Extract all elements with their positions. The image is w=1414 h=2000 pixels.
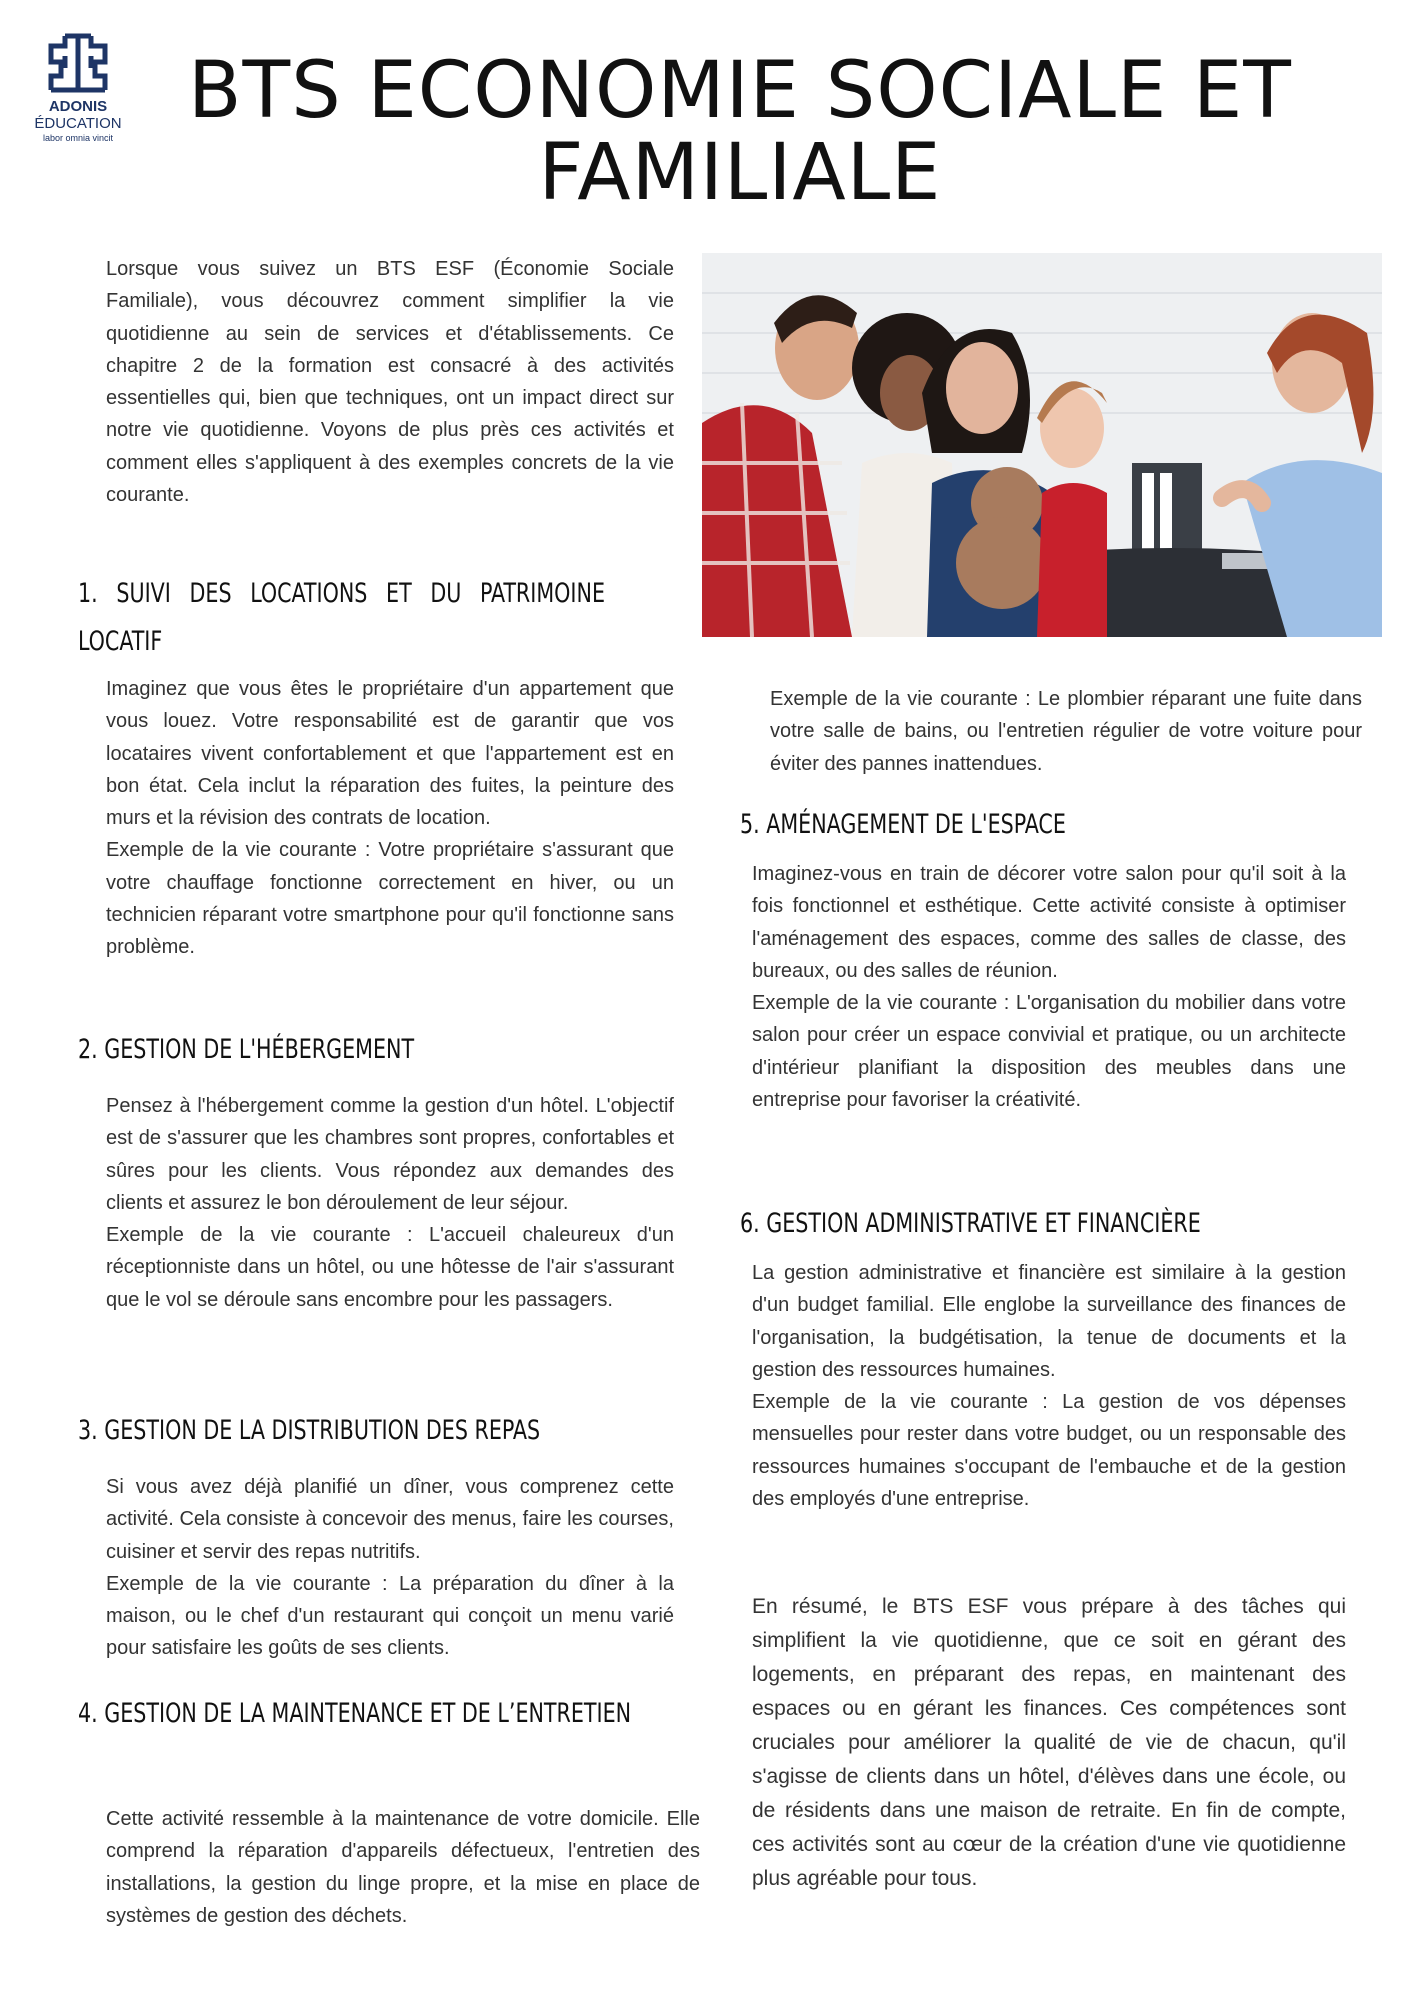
section-6-body: La gestion administrative et financière est similaire à la gestion d'un budget familial. Elle englobe la surveillance des finances de l'organisation, la budgétisation, la tenue de documents et la gestion des ressources humaines. (752, 1262, 1346, 1381)
section-3-content (106, 1471, 674, 1665)
intro-text: Lorsque vous suivez un BTS ESF (Économie Sociale Familiale), vous découvrez comment simplifier la vie quotidienne au sein de services et d'établissements. Ce chapitre 2 de la formation est consacré à des activités essentielles qui, bien que techniques, ont un impact direct sur notre vie quotidienne. Voyons de plus près ces activités et comment elles s'appliquent à des exemples concrets de la vie courante. (106, 258, 674, 507)
section-1-body: Imaginez que vous êtes le propriétaire d'un appartement que vous louez. Votre responsabilité est de garantir que vos locataires vivent confortablement et que l'appartement est en bon état. Cela inclut la réparation des fuites, la peinture des murs et la révision des contrats de location. (106, 678, 674, 830)
section-3-example: Exemple de la vie courante : La préparation du dîner à la maison, ou le chef d'un restaurant qui conçoit un menu varié pour satisfaire les goûts de ses clients. (106, 1572, 674, 1660)
section-3-heading: 3. GESTION DE LA DISTRIBUTION DES REPAS (78, 1415, 541, 1446)
section-4-content (106, 1803, 700, 1932)
family-meeting-illustration (702, 253, 1382, 637)
page-title: BTS ECONOMIE SOCIALE ET FAMILIALE (188, 46, 1292, 218)
section-2-body: Pensez à l'hébergement comme la gestion d'un hôtel. L'objectif est de s'assurer que les chambres sont propres, confortables et sûres pour les clients. Vous répondez aux demandes des clients et assurez le bon déroulement de leur séjour. (106, 1095, 674, 1214)
summary-block (752, 1590, 1346, 1896)
brand-motto: labor omnia vincit (42, 133, 114, 143)
section-4-example: Exemple de la vie courante : Le plombier réparant une fuite dans votre salle de bains, ou l'entretien régulier de votre voiture pour éviter des pannes inattendues. (770, 688, 1362, 775)
section-5-example: Exemple de la vie courante : L'organisation du mobilier dans votre salon pour créer un espace convivial et pratique, ou un architecte d'intérieur planifiant la disposition des meubles dans une entreprise pour favoriser la créativité. (752, 992, 1346, 1112)
section-3-body: Si vous avez déjà planifié un dîner, vous comprenez cette activité. Cela consiste à concevoir des menus, faire les courses, cuisiner et servir des repas nutritifs. (106, 1476, 674, 1563)
section-1-content (106, 673, 674, 964)
section-5-content (752, 858, 1346, 1116)
section-5-body: Imaginez-vous en train de décorer votre salon pour qu'il soit à la fois fonctionnel et esthétique. Cette activité consiste à optimiser l'aménagement des espaces, comme des salles de classe, des bureaux, ou des salles de réunion. (752, 863, 1346, 982)
adonis-emblem-icon (45, 30, 111, 96)
section-1-example: Exemple de la vie courante : Votre propriétaire s'assurant que votre chauffage fonctionne correctement en hiver, ou un technicien réparant votre smartphone pour qu'il fonctionne sans problème. (106, 839, 674, 959)
brand-sub: ÉDUCATION (34, 115, 122, 132)
section-4-heading: 4. GESTION DE LA MAINTENANCE ET DE L’ENTRETIEN (78, 1698, 632, 1729)
section-6-heading: 6. GESTION ADMINISTRATIVE ET FINANCIÈRE (740, 1208, 1201, 1239)
section-2-example: Exemple de la vie courante : L'accueil chaleureux d'un réceptionniste dans un hôtel, ou une hôtesse de l'air s'assurant que le vol se déroule sans encombre pour les passagers. (106, 1224, 674, 1311)
brand-logo (28, 30, 128, 144)
section-1-heading: 1. SUIVI DES LOCATIONS ET DU PATRIMOINE LOCATIF (78, 578, 605, 657)
intro-paragraph (106, 253, 674, 511)
family-meeting-photo (702, 253, 1382, 637)
summary-text: En résumé, le BTS ESF vous prépare à des tâches qui simplifient la vie quotidienne, que ce soit en gérant des logements, en préparant des repas, en maintenant des espaces ou en gérant les finances. Ces compétences sont cruciales pour améliorer la qualité de vie de chacun, qu'il s'agisse de clients dans un hôtel, d'élèves dans une école, ou de résidents dans une maison de retraite. En fin de compte, ces activités sont au cœur de la création d'une vie quotidienne plus agréable pour tous. (752, 1595, 1346, 1890)
section-2-content (106, 1090, 674, 1316)
section-2-heading: 2. GESTION DE L'HÉBERGEMENT (78, 1034, 415, 1065)
section-6-example: Exemple de la vie courante : La gestion de vos dépenses mensuelles pour rester dans votre budget, ou un responsable des ressources humaines s'occupant de l'embauche et de la gestion des employés d'une entreprise. (752, 1391, 1346, 1511)
brand-name: ADONIS (48, 98, 108, 115)
section-5-heading: 5. AMÉNAGEMENT DE L'ESPACE (740, 809, 1066, 840)
section-4-body: Cette activité ressemble à la maintenance de votre domicile. Elle comprend la réparation d'appareils défectueux, l'entretien des installations, la gestion du linge propre, et la mise en place de systèmes de gestion des déchets. (106, 1808, 700, 1927)
section-4-example-block (770, 683, 1362, 780)
section-6-content (752, 1257, 1346, 1515)
